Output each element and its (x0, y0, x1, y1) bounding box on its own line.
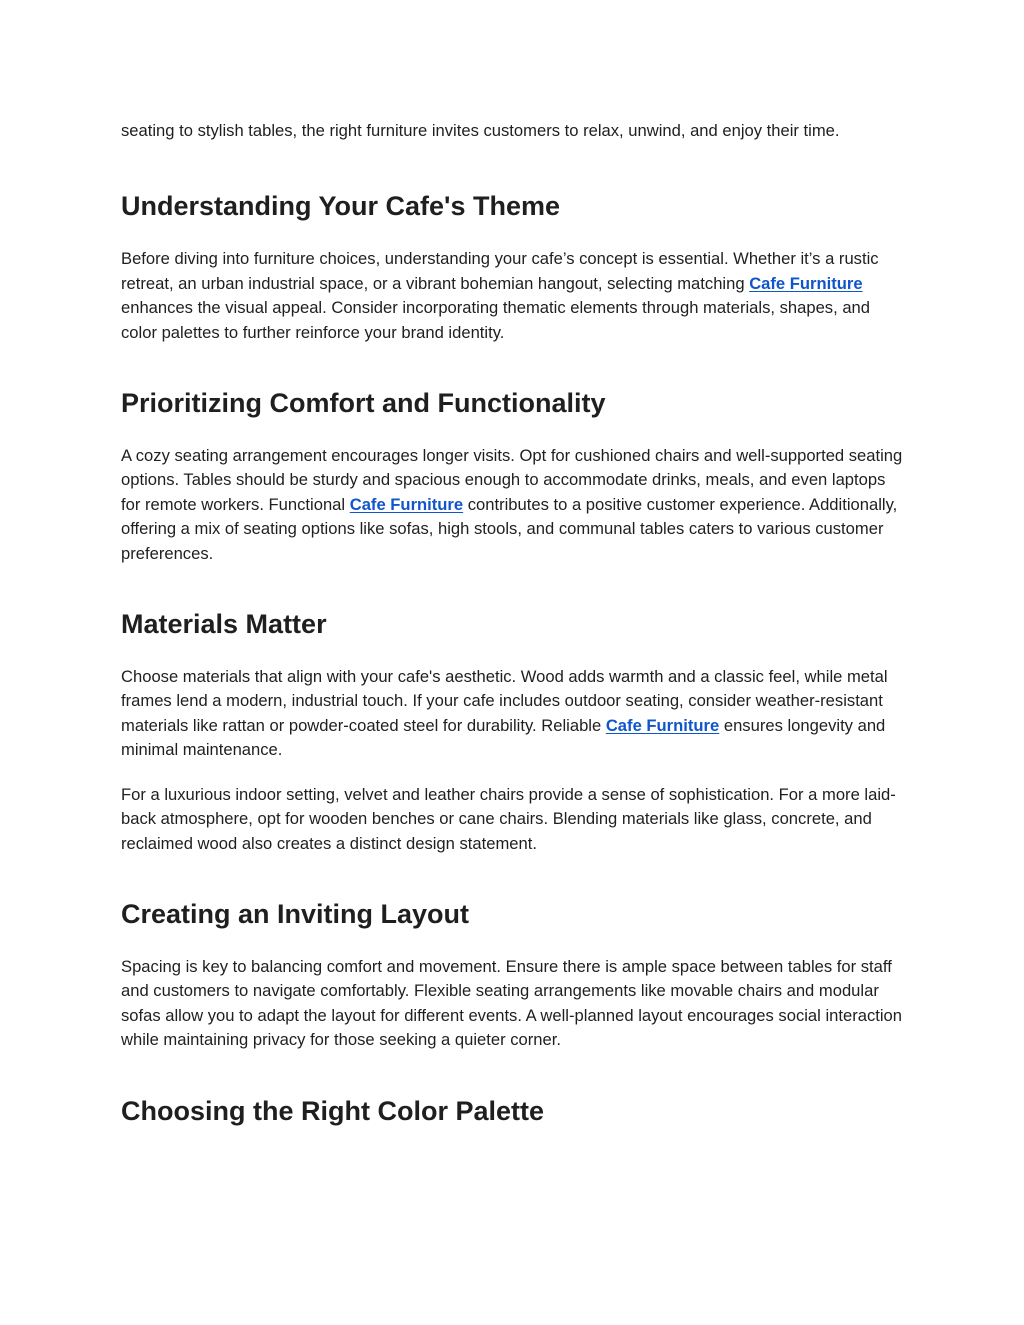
section-heading-color: Choosing the Right Color Palette (121, 1095, 544, 1126)
paragraph-text: Choose materials that align with your cafe's aesthetic. Wood adds warmth and a classic feel, while metal frames lend a modern, industrial touch. If your cafe includes outdoor seating, consider weather-resistant materials like rattan or powder-coated steel for durability. Reliable (121, 667, 888, 735)
section-paragraph-materials (121, 665, 906, 763)
section-heading-layout: Creating an Inviting Layout (121, 898, 470, 929)
paragraph-text: enhances the visual appeal. Consider incorporating thematic elements through materials, shapes, and color palettes to further reinforce your brand identity. (121, 298, 871, 342)
section-heading-theme: Understanding Your Cafe's Theme (121, 191, 561, 222)
section-paragraph-theme (121, 247, 906, 345)
document-page (121, 119, 906, 1128)
paragraph-text: A cozy seating arrangement encourages longer visits. Opt for cushioned chairs and well-supported seating options. Tables should be sturdy and spacious enough to accommodate drinks, meals, and even laptops for remote workers. Functional (121, 446, 903, 514)
cafe-furniture-link[interactable]: Cafe Furniture (349, 494, 464, 514)
intro-paragraph: seating to stylish tables, the right furniture invites customers to relax, unwind, and enjoy their time. (121, 121, 840, 140)
paragraph-text: ensures longevity and minimal maintenance. (121, 715, 886, 760)
section-paragraph-layout: Spacing is key to balancing comfort and movement. Ensure there is ample space between tables for staff and customers to navigate comfortably. Flexible seating arrangements like movable chairs and modular sofas allow you to adapt the layout for different events. A well-planned layout encourages social interaction while maintaining privacy for those seeking a quieter corner. (121, 956, 903, 1050)
section-heading-materials: Materials Matter (121, 609, 327, 640)
paragraph-text: Before diving into furniture choices, understanding your cafe’s concept is essential. Whether it’s a rustic retreat, an urban industrial space, or a vibrant bohemian hangout, selecting matching (121, 249, 879, 293)
cafe-furniture-link[interactable]: Cafe Furniture (605, 715, 720, 735)
section-paragraph-comfort (121, 444, 906, 566)
section-heading-comfort: Prioritizing Comfort and Functionality (121, 388, 606, 419)
paragraph-text: contributes to a positive customer experience. Additionally, offering a mix of seating options like sofas, high stools, and communal tables caters to various customer preferences. (121, 494, 898, 563)
section-paragraph-materials-2: For a luxurious indoor setting, velvet and leather chairs provide a sense of sophistication. For a more laid-back atmosphere, opt for wooden benches or cane chairs. Blending materials like glass, concrete, and reclaimed wood also creates a distinct design statement. (121, 784, 896, 853)
cafe-furniture-link[interactable]: Cafe Furniture (749, 273, 863, 293)
